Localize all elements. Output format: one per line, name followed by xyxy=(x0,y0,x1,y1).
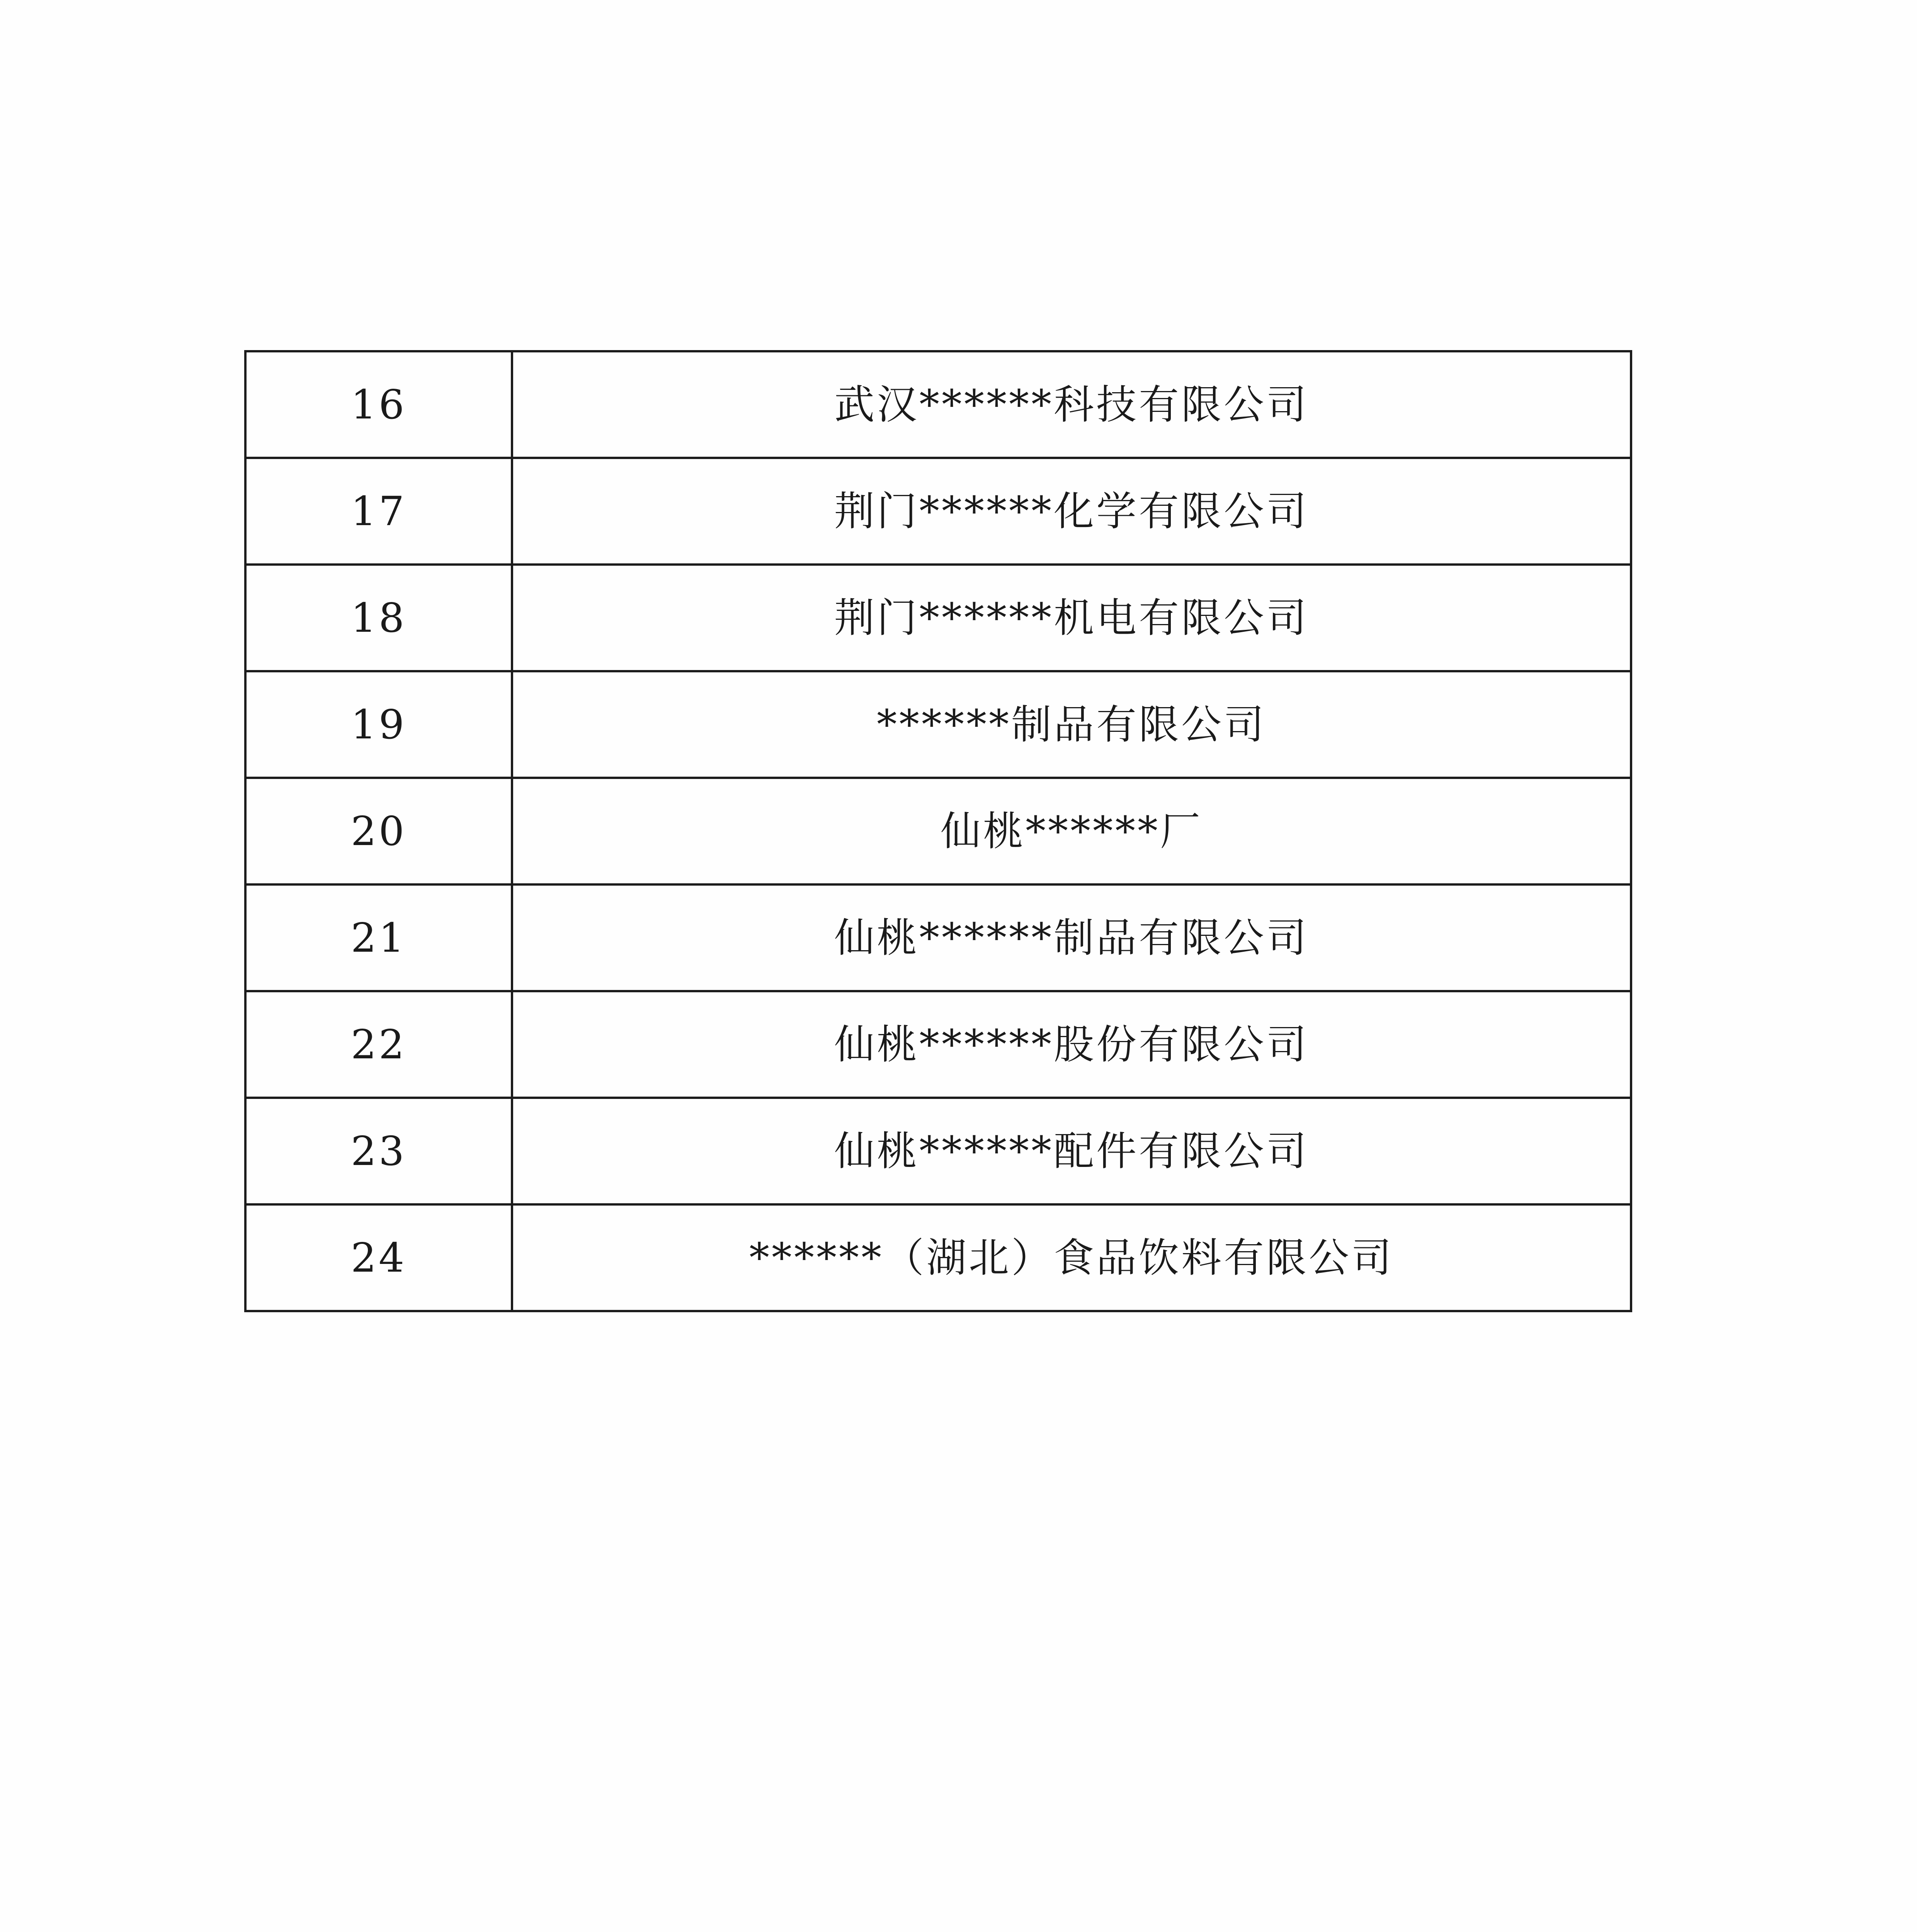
row-index: 21 xyxy=(245,884,512,991)
table-row xyxy=(245,351,1631,458)
row-index: 23 xyxy=(245,1098,512,1204)
row-index: 20 xyxy=(245,778,512,884)
row-index: 17 xyxy=(245,458,512,565)
row-index: 22 xyxy=(245,991,512,1098)
row-index: 16 xyxy=(245,351,512,458)
company-list-table xyxy=(244,350,1632,1312)
table-row xyxy=(245,778,1631,884)
company-name: 仙桃******制品有限公司 xyxy=(512,884,1631,991)
table-row xyxy=(245,1204,1631,1311)
company-name: 仙桃******股份有限公司 xyxy=(512,991,1631,1098)
table-row xyxy=(245,1098,1631,1204)
table-row xyxy=(245,565,1631,671)
company-name: 仙桃******厂 xyxy=(512,778,1631,884)
row-index: 18 xyxy=(245,565,512,671)
company-name: ******（湖北）食品饮料有限公司 xyxy=(512,1204,1631,1311)
table-row xyxy=(245,671,1631,778)
company-name: 仙桃******配件有限公司 xyxy=(512,1098,1631,1204)
company-name: 武汉******科技有限公司 xyxy=(512,351,1631,458)
table-row xyxy=(245,884,1631,991)
row-index: 19 xyxy=(245,671,512,778)
row-index: 24 xyxy=(245,1204,512,1311)
company-name: 荆门******机电有限公司 xyxy=(512,565,1631,671)
table-row xyxy=(245,458,1631,565)
company-name: ******制品有限公司 xyxy=(512,671,1631,778)
company-name: 荆门******化学有限公司 xyxy=(512,458,1631,565)
table-row xyxy=(245,991,1631,1098)
